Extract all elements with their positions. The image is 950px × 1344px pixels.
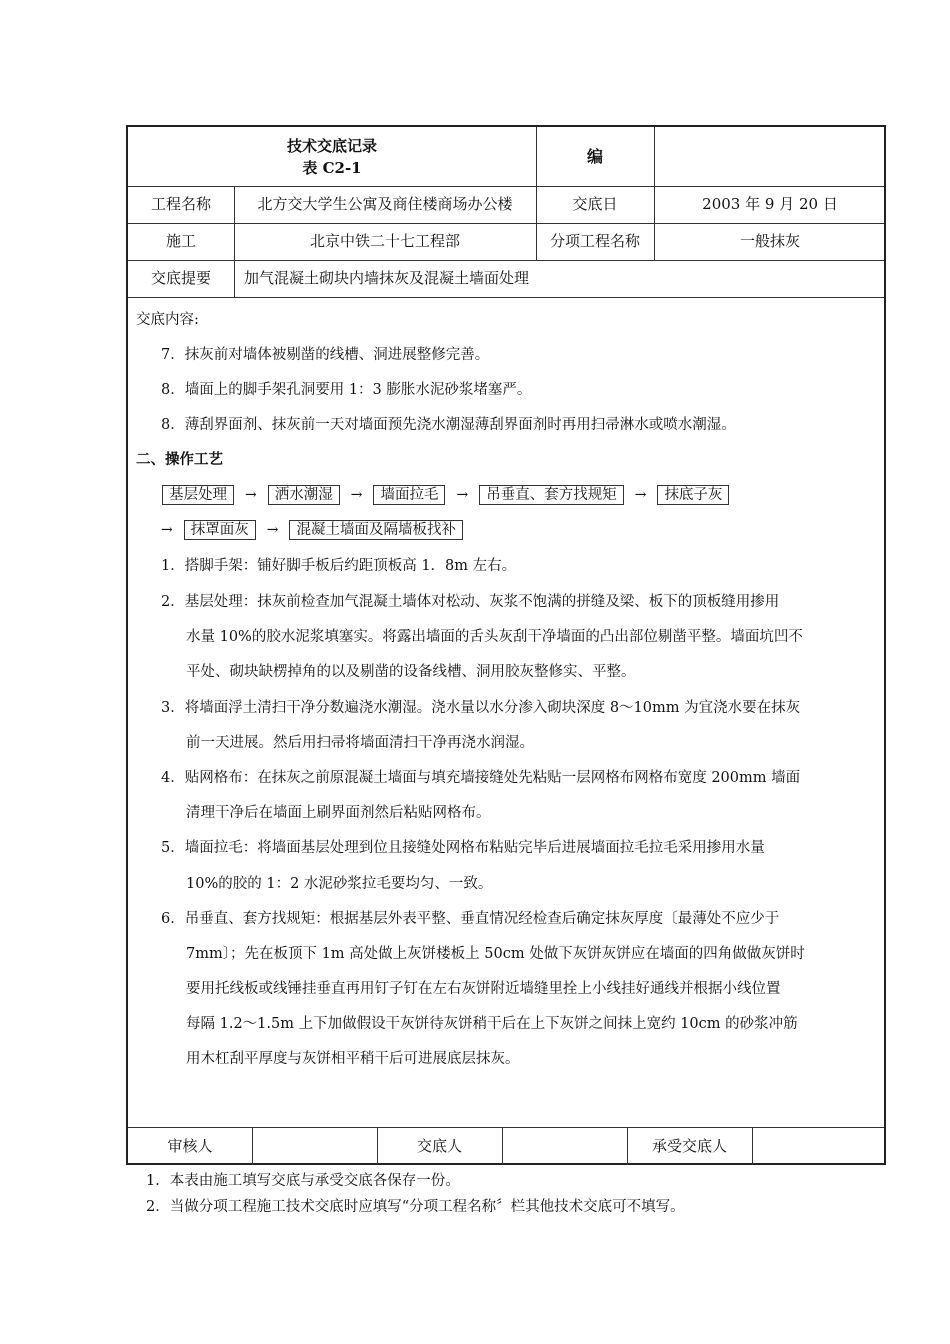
project-name-value: 北方交大学生公寓及商住楼商场办公楼 (257, 195, 513, 213)
flow-step: 抹底子灰 (657, 485, 729, 505)
arrow-right-icon: → (350, 487, 363, 503)
process-flow-row-2 (161, 520, 463, 540)
reviewer-signature-field[interactable] (252, 1127, 377, 1165)
process-line: 前一天进展。然后用扫帚将墙面清扫干净再浇水润湿。 (186, 735, 534, 751)
arrow-right-icon: → (456, 487, 469, 503)
construction-value: 北京中铁二十七工程部 (309, 232, 460, 250)
form-title-code: 表 C2-1 (302, 158, 362, 177)
project-name-label: 工程名称 (150, 195, 211, 213)
arrow-right-icon: → (161, 522, 173, 538)
serial-label: 编 (586, 146, 603, 166)
footnote: 2．当做分项工程施工技术交底时应填写“分项工程名称〞栏其他技术交底可不填写。 (146, 1199, 685, 1215)
form-title-main: 技术交底记录 (286, 136, 377, 155)
form-title (128, 127, 536, 186)
arrow-right-icon: → (245, 487, 257, 503)
discloser-label: 交底人 (416, 1136, 462, 1155)
process-line: 4．贴网格布：在抹灰之前原混凝土墙面与填充墙接缝处先粘贴一层网格布网格布宽度 200mm 墙面 (161, 770, 801, 786)
process-line: 1．搭脚手架：铺好脚手板后约距顶板高 1．8m 左右。 (161, 558, 517, 574)
flow-step: 基层处理 (162, 485, 234, 505)
disclosure-date-value: 2003 年 9 月 20 日 (702, 195, 838, 213)
row-divider (128, 297, 884, 298)
flow-step: 吊垂直、套方找规矩 (479, 485, 624, 505)
arrow-right-icon: → (634, 487, 647, 503)
process-line: 2．基层处理：抹灰前检查加气混凝土墙体对松动、灰浆不饱满的拼缝及梁、板下的顶板缝用掺用 (161, 594, 780, 610)
process-line: 10%的胶的 1：2 水泥砂浆拉毛要均匀、一致。 (186, 876, 493, 892)
receiver-label: 承受交底人 (651, 1136, 727, 1155)
process-line: 3．将墙面浮土清扫干净分数遍浇水潮湿。浇水量以水分渗入砌块深度 8～10mm 为宜浇水要在抹灰 (161, 700, 801, 716)
process-line: 5．墙面拉毛：将墙面基层处理到位且接缝处网格布粘贴完毕后进展墙面拉毛拉毛采用掺用水量 (161, 840, 765, 856)
process-line: 用木杠刮平厚度与灰饼相平稍干后可进展底层抹灰。 (186, 1051, 520, 1067)
section-title: 二、操作工艺 (136, 451, 223, 468)
process-line: 清理干净后在墙面上刷界面剂然后粘贴网格布。 (186, 805, 491, 821)
receiver-signature-field[interactable] (752, 1127, 886, 1165)
flow-step: 抹罩面灰 (184, 520, 256, 540)
process-flow-row-1 (162, 485, 729, 505)
content-item: 8．薄刮界面剂、抹灰前一天对墙面预先浇水潮湿薄刮界面剂时再用扫帚淋水或喷水潮湿。 (161, 417, 736, 433)
summary-value: 加气混凝土砌块内墙抹灰及混凝土墙面处理 (244, 269, 530, 287)
construction-label: 施工 (165, 232, 196, 250)
process-line: 6．吊垂直、套方找规矩：根据基层外表平整、垂直情况经检查后确定抹灰厚度〔最薄处不应少于 (161, 911, 780, 927)
flow-step: 混凝土墙面及隔墙板找补 (289, 520, 463, 540)
process-line: 7mm〕；先在板顶下 1m 高处做上灰饼楼板上 50cm 处做下灰饼灰饼应在墙面的四角做做灰饼时 (186, 946, 805, 962)
flow-step: 墙面拉毛 (373, 485, 445, 505)
process-line: 每隔 1.2～1.5m 上下加做假设干灰饼待灰饼稍干后在上下灰饼之间抹上宽约 10cm 的砂浆冲筋 (186, 1016, 798, 1032)
serial-value-field[interactable] (654, 127, 886, 186)
process-line: 要用托线板或线锤挂垂直再用钉子钉在左右灰饼附近墙缝里拴上小线挂好通线并根据小线位置 (186, 981, 781, 997)
process-line: 水量 10%的胶水泥浆填塞实。将露出墙面的舌头灰刮干净墙面的凸出部位剔凿平整。墙面坑凹不 (186, 629, 803, 645)
content-heading: 交底内容: (136, 312, 199, 328)
reviewer-label: 审核人 (167, 1136, 213, 1155)
discloser-signature-field[interactable] (502, 1127, 627, 1165)
footnote: 1．本表由施工填写交底与承受交底各保存一份。 (146, 1173, 460, 1189)
flow-step: 洒水潮湿 (268, 485, 340, 505)
disclosure-form (126, 125, 886, 1165)
content-item: 7．抹灰前对墙体被剔凿的线槽、洞进展整修完善。 (161, 347, 490, 363)
content-item: 8．墙面上的脚手架孔洞要用 1：3 膨胀水泥砂浆堵塞严。 (161, 382, 532, 398)
subitem-name-label: 分项工程名称 (549, 232, 640, 250)
disclosure-date-label: 交底日 (572, 195, 618, 213)
process-line: 平处、砌块缺楞掉角的以及剔凿的设备线槽、洞用胶灰整修实、平整。 (186, 664, 636, 680)
subitem-name-value: 一般抹灰 (739, 232, 800, 250)
arrow-right-icon: → (266, 522, 279, 538)
summary-label: 交底提要 (150, 269, 211, 287)
